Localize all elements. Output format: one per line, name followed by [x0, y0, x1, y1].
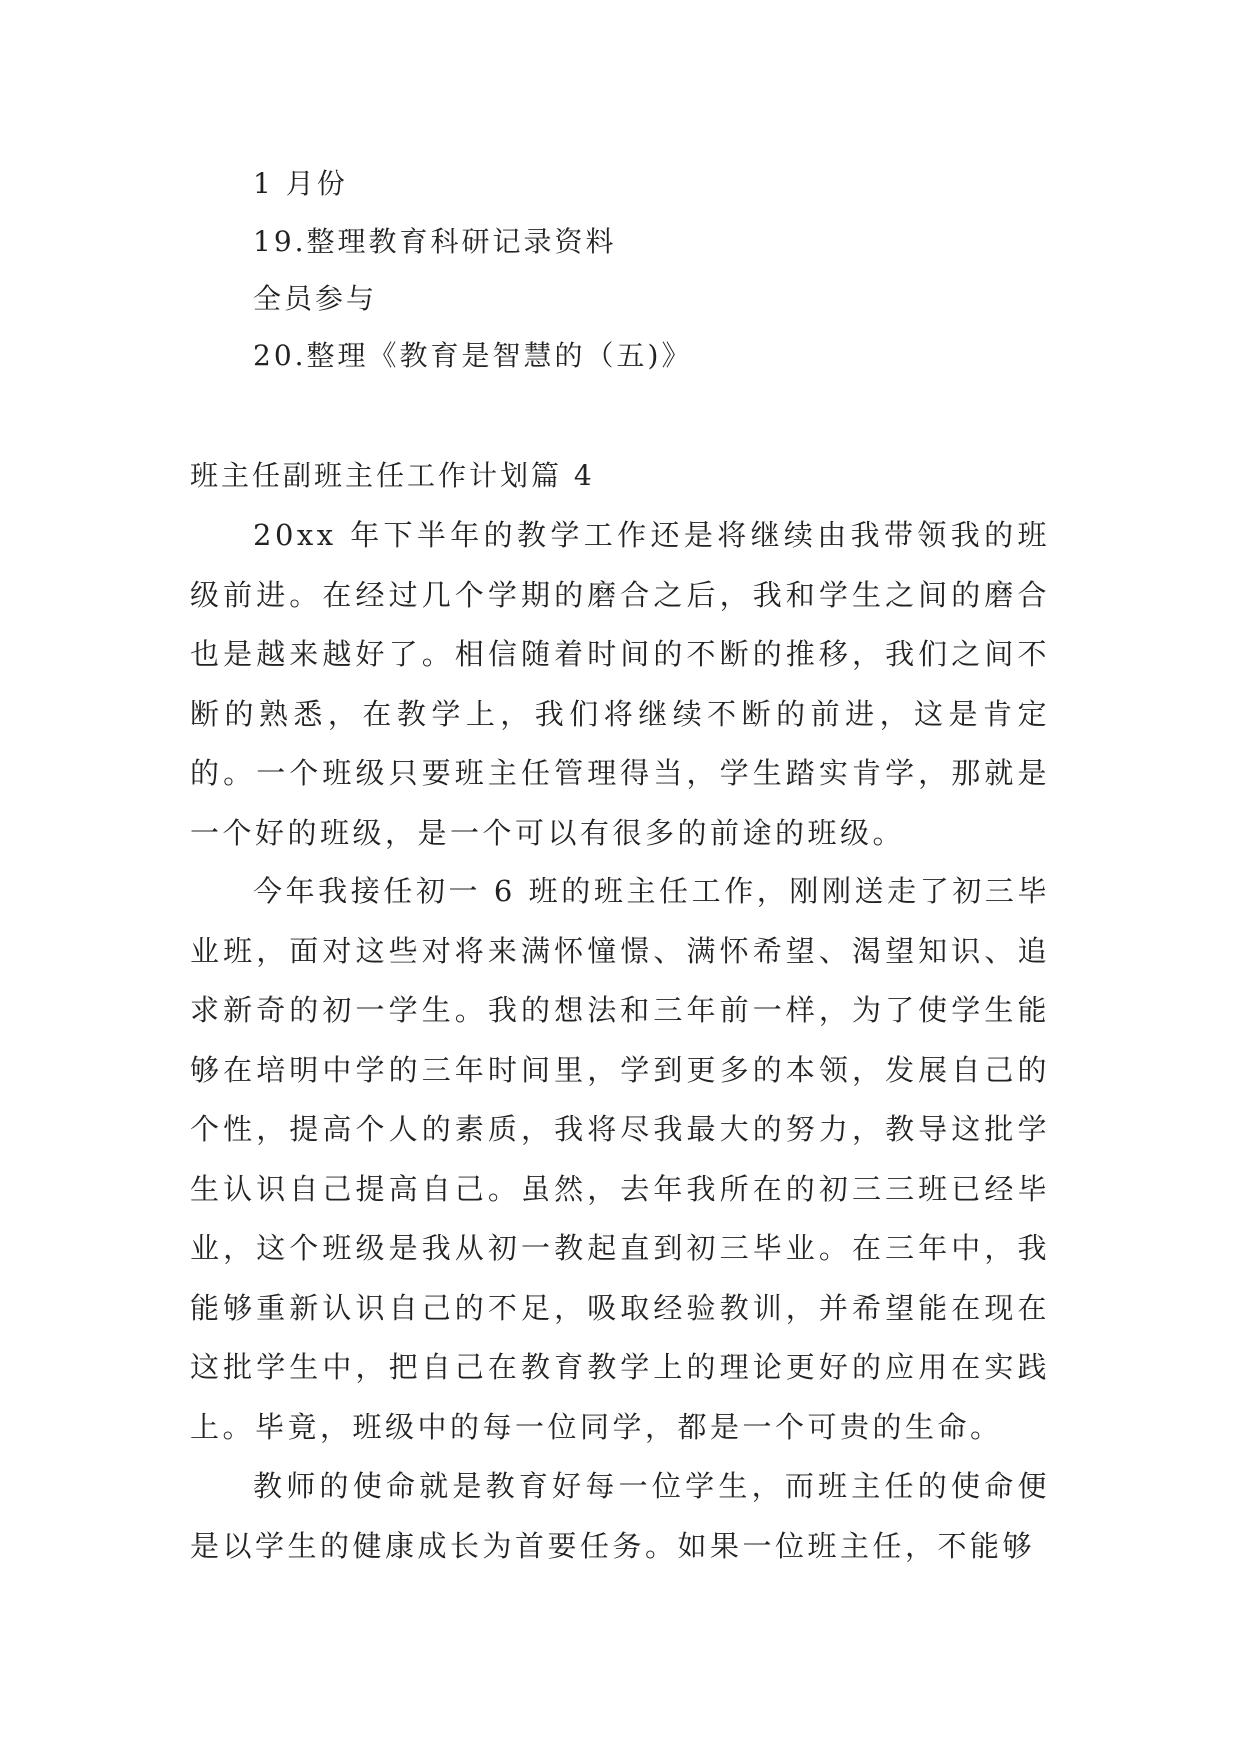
list-item-month: 1 月份	[253, 167, 348, 200]
paragraph-3: 教师的使命就是教育好每一位学生，而班主任的使命便是以学生的健康成长为首要任务。如果一位班主任，不能够	[190, 1469, 1050, 1563]
paragraph-2: 今年我接任初一 6 班的班主任工作，刚刚送走了初三毕业班，面对这些对将来满怀憧憬、满怀希望、渴望知识、追求新奇的初一学生。我的想法和三年前一样，为了使学生能够在培明中学的三年时间里，学到更多的本领，发展自己的个性，提高个人的素质，我将尽我最大的努力，教导这批学生认识自己提高自己。虽然，去年我所在的初三三班已经毕业，这个班级是我从初一教起直到初三毕业。在三年中，我能够重新认识自己的不足，吸取经验教训，并希望能在现在这批学生中，把自己在教育教学上的理论更好的应用在实践上。毕竟，班级中的每一位同学，都是一个可贵的生命。	[190, 874, 1050, 1444]
list-item-participants: 全员参与	[253, 282, 378, 315]
list-item-19: 19.整理教育科研记录资料	[253, 225, 617, 258]
section-heading: 班主任副班主任工作计划篇 4	[190, 459, 595, 492]
paragraph-1: 20xx 年下半年的教学工作还是将继续由我带领我的班级前进。在经过几个学期的磨合之后，我和学生之间的磨合也是越来越好了。相信随着时间的不断的推移，我们之间不断的熟悉，在教学上，我们将继续不断的前进，这是肯定的。一个班级只要班主任管理得当，学生踏实肯学，那就是一个好的班级，是一个可以有很多的前途的班级。	[190, 518, 1050, 850]
list-item-20: 20.整理《教育是智慧的（五)》	[253, 339, 693, 372]
